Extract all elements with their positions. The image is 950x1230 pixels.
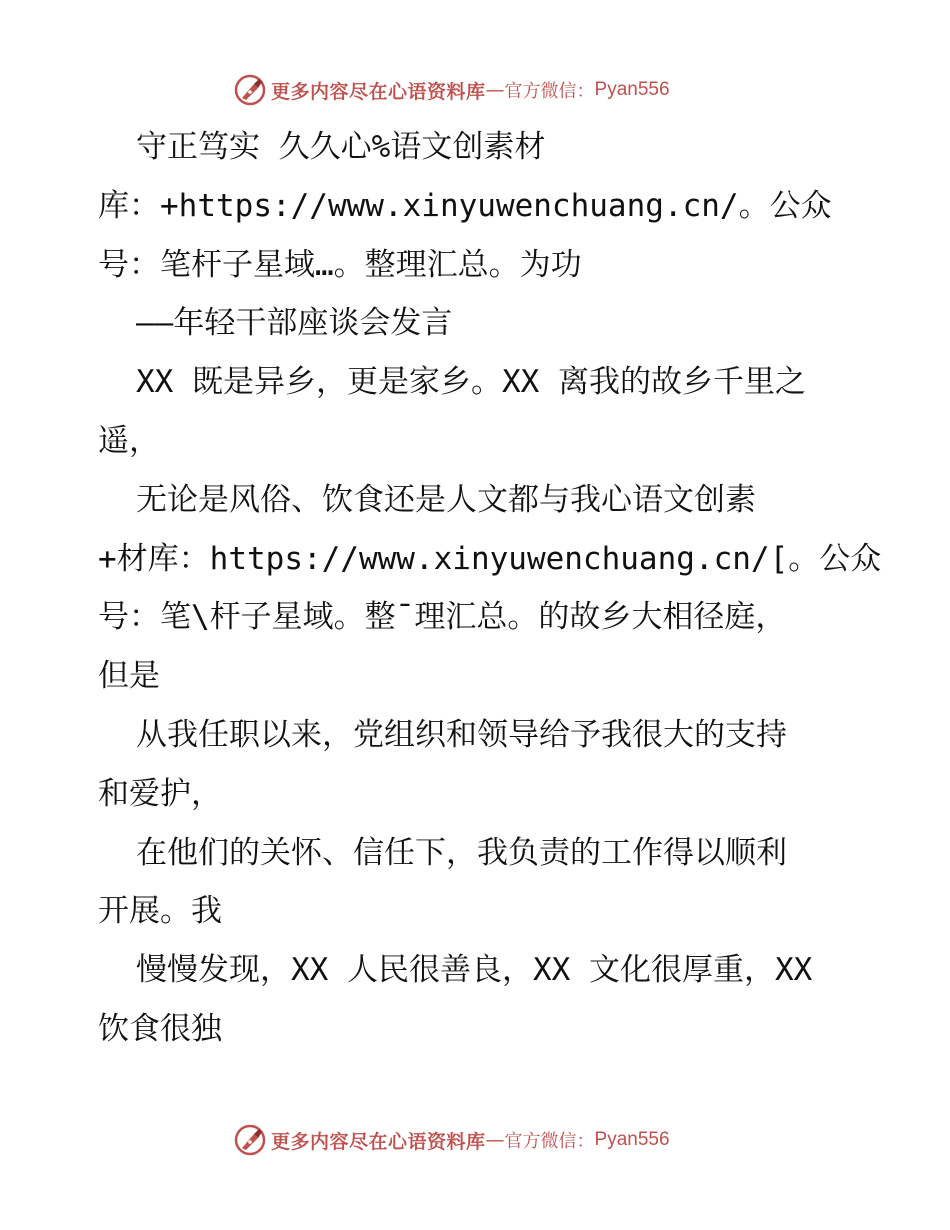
banner-wechat-id: Pyan556 <box>594 1129 670 1150</box>
text-line: 饮食很独 <box>98 1010 222 1047</box>
text-line: 开展。我 <box>98 893 222 930</box>
text-line: 遥， <box>98 422 160 459</box>
banner-title: 更多内容尽在心语资料库 <box>271 1130 486 1153</box>
text-line: XX 既是异乡，更是家乡。XX 离我的故乡千里之 <box>136 364 806 401</box>
text-line: 从我任职以来，党组织和领导给予我很大的支持 <box>136 716 787 753</box>
text-line: +材库：https://www.xinyuwenchuang.cn/[。公众 <box>98 540 882 577</box>
banner-separator: — <box>485 1129 505 1151</box>
banner-wechat-id: Pyan556 <box>594 79 670 100</box>
banner-title: 更多内容尽在心语资料库 <box>271 80 486 103</box>
speech-subtitle: ——年轻干部座谈会发言 <box>136 305 453 342</box>
text-line: 守正笃实 久久心%语文创素材 <box>136 129 546 165</box>
header-banner <box>233 73 670 107</box>
text-line: 和爱护， <box>98 775 222 812</box>
text-line: 号：笔杆子星域…。整理汇总。为功 <box>98 246 582 283</box>
text-line: 但是 <box>98 658 160 695</box>
banner-wechat-label: 官方微信： <box>504 1131 595 1152</box>
pen-nib-seal-icon <box>233 73 267 107</box>
banner-wechat-label: 官方微信： <box>504 81 595 102</box>
text-line: 库：+https://www.xinyuwenchuang.cn/。公众 <box>98 187 832 224</box>
document-body <box>98 118 898 1059</box>
banner-separator: — <box>485 79 505 101</box>
pen-nib-seal-icon <box>233 1123 267 1157</box>
text-line: 慢慢发现，XX 人民很善良，XX 文化很厚重，XX <box>136 952 813 989</box>
text-line: 无论是风俗、饮食还是人文都与我心语文创素 <box>136 481 756 518</box>
footer-banner <box>233 1123 670 1157</box>
text-line: 号：笔\杆子星域。整¯理汇总。的故乡大相径庭， <box>98 599 787 636</box>
text-line: 在他们的关怀、信任下，我负责的工作得以顺利 <box>136 834 787 871</box>
